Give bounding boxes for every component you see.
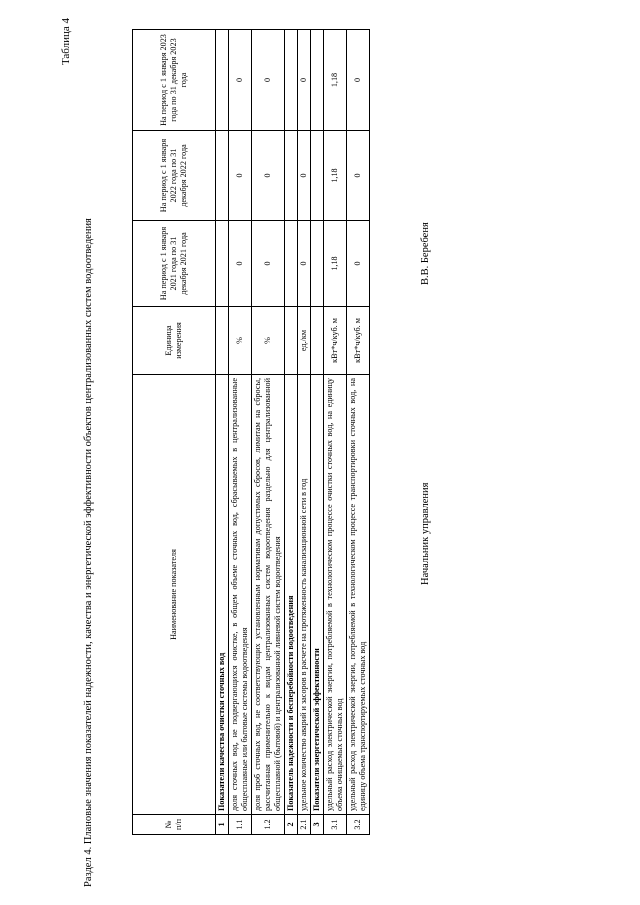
indicator-name: удельное количество аварий и засоров в расчете на протяженность канализационной сети в год bbox=[298, 375, 311, 815]
table-row bbox=[298, 30, 311, 835]
value-2022: 0 bbox=[252, 131, 285, 221]
indicator-unit: кВт*ч/куб. м bbox=[324, 307, 347, 375]
indicator-unit: кВт*ч/куб. м bbox=[347, 307, 370, 375]
section-title: Раздел 4. Плановые значения показателей надежности, качества и энергетической эффективности объектов централизованных систем водоотведения bbox=[83, 218, 94, 887]
header-num: № п/п bbox=[133, 815, 216, 835]
value-2021: 0 bbox=[347, 221, 370, 307]
row-num: 3.1 bbox=[324, 815, 347, 835]
indicator-name: доля проб сточных вод, не соответствующих установленным нормативам допустимых сбросов, лимитам на сбросы, рассчитанная применительно к видам централизованных систем водоотведения раздельно для централизованной общесплавной (бытовой) и централизованной ливневой систем водоотведения bbox=[252, 375, 285, 815]
row-num: 1 bbox=[216, 815, 229, 835]
header-period-2023: На период с 1 января 2023 года по 31 декабря 2023 года bbox=[133, 30, 216, 131]
value-2021: 1,18 bbox=[324, 221, 347, 307]
indicator-name: удельный расход электрической энергии, потребляемой в технологическом процессе транспортировки сточных вод, на единицу объема транспортируемых сточных вод bbox=[347, 375, 370, 815]
value-2022: 0 bbox=[298, 131, 311, 221]
row-num: 3.2 bbox=[347, 815, 370, 835]
table-row bbox=[229, 30, 252, 835]
table-header-row bbox=[133, 30, 216, 835]
signature-position: Начальник управления bbox=[420, 482, 431, 585]
section-name: Показатель надежности и бесперебойности водоотведения bbox=[285, 375, 298, 815]
table-number: Таблица 4 bbox=[60, 18, 72, 66]
section-row bbox=[216, 30, 229, 835]
section-row bbox=[285, 30, 298, 835]
value-2022: 0 bbox=[229, 131, 252, 221]
value-2021: 0 bbox=[229, 221, 252, 307]
value-2021: 0 bbox=[252, 221, 285, 307]
indicator-unit: ед./км bbox=[298, 307, 311, 375]
row-num: 1.2 bbox=[252, 815, 285, 835]
value-2022: 1,18 bbox=[324, 131, 347, 221]
value-2023: 0 bbox=[229, 30, 252, 131]
row-num: 1.1 bbox=[229, 815, 252, 835]
section-name: Показатели качества очистки сточных вод bbox=[216, 375, 229, 815]
table-row bbox=[347, 30, 370, 835]
row-num: 2 bbox=[285, 815, 298, 835]
row-num: 2.1 bbox=[298, 815, 311, 835]
header-unit: Единица измерения bbox=[133, 307, 216, 375]
value-2023: 1,18 bbox=[324, 30, 347, 131]
indicator-unit: % bbox=[252, 307, 285, 375]
signature-name: В.В. Беребеня bbox=[420, 222, 431, 285]
table-row bbox=[252, 30, 285, 835]
value-2023: 0 bbox=[347, 30, 370, 131]
value-2021: 0 bbox=[298, 221, 311, 307]
indicator-name: доля сточных вод, не подвергающихся очистке, в общем объеме сточных вод, сбрасываемых в централизованные общесплавные или бытовые системы водоотведения bbox=[229, 375, 252, 815]
header-name: Наименование показателя bbox=[133, 375, 216, 815]
indicators-table bbox=[132, 29, 370, 835]
value-2023: 0 bbox=[252, 30, 285, 131]
section-row bbox=[311, 30, 324, 835]
value-2022: 0 bbox=[347, 131, 370, 221]
header-period-2022: На период с 1 января 2022 года по 31 декабря 2022 года bbox=[133, 131, 216, 221]
value-2023: 0 bbox=[298, 30, 311, 131]
row-num: 3 bbox=[311, 815, 324, 835]
section-name: Показатели энергетической эффективности bbox=[311, 375, 324, 815]
indicator-name: удельный расход электрической энергии, потребляемой в технологическом процессе очистки сточных вод, на единицу объема очищаемых сточных вод bbox=[324, 375, 347, 815]
header-period-2021: На период с 1 января 2021 года по 31 декабря 2021 года bbox=[133, 221, 216, 307]
table-row bbox=[324, 30, 347, 835]
indicator-unit: % bbox=[229, 307, 252, 375]
